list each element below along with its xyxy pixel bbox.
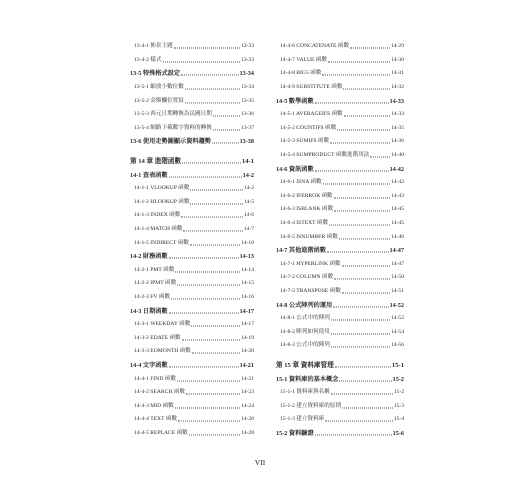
dot-leader: [322, 75, 390, 76]
toc-entry-title: 14-5-2 COUNTIFS 函數: [280, 124, 337, 131]
dot-leader: [334, 197, 390, 198]
toc-entry-title: 14-1 查表函數: [130, 171, 168, 179]
dot-leader: [189, 434, 240, 435]
toc-entry-page: 14-47: [390, 260, 404, 267]
toc-entry-title: 14-4-4 TEXT 函數: [134, 416, 177, 423]
dot-leader: [335, 366, 391, 367]
toc-subsection: [130, 372, 254, 386]
toc-subsection: [130, 331, 254, 345]
toc-entry-title: 14-4 文字函數: [130, 361, 168, 369]
dot-leader: [315, 102, 389, 103]
toc-subsection: [276, 203, 404, 217]
toc-section: [276, 162, 404, 176]
toc-entry-page: 14-20: [240, 348, 254, 355]
toc-section: [276, 94, 404, 108]
toc-subsection: [276, 413, 404, 427]
toc-subsection: [130, 345, 254, 359]
toc-entry-page: 13-33: [240, 56, 254, 63]
toc-entry-title: 14-7-3 TRANSPOSE 函數: [280, 287, 341, 294]
toc-entry-page: 15-3: [393, 402, 404, 409]
dot-leader: [329, 225, 390, 226]
toc-entry-title: 15-1-3 建立資料庫: [280, 416, 325, 423]
toc-subsection: [276, 339, 404, 353]
toc-subsection: [276, 386, 404, 400]
dot-leader: [185, 102, 240, 103]
toc-entry-page: 14-29: [390, 43, 404, 50]
toc-subsection: [130, 291, 254, 305]
dot-leader: [370, 157, 390, 158]
dot-leader: [330, 143, 390, 144]
toc-entry-title: 第 14 章 進階函數: [130, 158, 182, 166]
dot-leader: [331, 347, 390, 348]
dot-leader: [315, 170, 389, 171]
toc-entry-title: 13-6 使用走勢圖顯示資料趨勢: [130, 138, 211, 146]
toc-entry-title: 13-5-2 金額欄位置寫: [134, 97, 184, 104]
toc-subsection: [130, 94, 254, 108]
toc-entry-page: 13-33: [240, 43, 254, 50]
toc-entry-page: 14-26: [240, 416, 254, 423]
dot-leader: [191, 326, 240, 327]
toc-entry-title: 14-1-3 INDEX 函數: [134, 212, 181, 219]
toc-entry-page: 14-47: [389, 247, 404, 255]
toc-entry-page: 14-40: [390, 152, 404, 159]
toc-entry-title: 14-6-5 ISNUMBER 函數: [280, 233, 338, 240]
toc-entry-title: 14-5-3 SUMIFS 函數: [280, 138, 330, 145]
toc-entry-page: 14-56: [390, 342, 404, 349]
toc-entry-page: 14-5: [243, 198, 254, 205]
toc-section: [276, 427, 404, 441]
toc-subsection: [276, 81, 404, 95]
toc-entry-title: 14-2 財務函數: [130, 253, 168, 261]
toc-entry-page: 13-34: [240, 84, 254, 91]
dot-leader: [178, 421, 240, 422]
toc-subsection: [130, 277, 254, 291]
toc-entry-title: 14-2-3 FV 函數: [134, 293, 170, 300]
toc-section: [130, 135, 254, 149]
toc-entry-page: 14-33: [389, 97, 404, 105]
toc-entry-title: 14-6-1 ISNA 函數: [280, 179, 322, 186]
toc-entry-title: 14-6-4 ISTEXT 函數: [280, 220, 329, 227]
dot-leader: [337, 129, 390, 130]
toc-entry-page: 14-54: [390, 328, 404, 335]
toc-subsection: [276, 325, 404, 339]
toc-entry-title: 14-7-1 HYPERLINK 函數: [280, 260, 341, 267]
dot-leader: [315, 434, 392, 435]
toc-subsection: [276, 40, 404, 54]
dot-leader: [185, 89, 240, 90]
dot-leader: [325, 421, 392, 422]
toc-section: [130, 304, 254, 318]
toc-section: [276, 244, 404, 258]
toc-entry-page: 13-37: [240, 124, 254, 131]
toc-subsection: [276, 230, 404, 244]
dot-leader: [334, 211, 390, 212]
toc-entry-page: 14-32: [390, 84, 404, 91]
toc-entry-page: 14-28: [240, 429, 254, 436]
toc-entry-title: 14-8-3 公式中的陣列: [280, 342, 330, 349]
dot-leader: [181, 75, 239, 76]
toc-entry-page: 14-10: [240, 239, 254, 246]
toc-entry-page: 14-52: [389, 301, 404, 309]
dot-leader: [350, 48, 390, 49]
toc-entry-page: 14-46: [390, 233, 404, 240]
toc-entry-page: 14-42: [390, 179, 404, 186]
toc-subsection: [276, 54, 404, 68]
toc-entry-title: 13-5 特殊格式設定: [130, 70, 181, 78]
toc-entry-page: 14-51: [390, 287, 404, 294]
dot-leader: [213, 116, 240, 117]
toc-section: [130, 67, 254, 81]
dot-leader: [190, 190, 242, 191]
toc-entry-title: 14-4-7 VALUE 函數: [280, 56, 328, 63]
toc-entry-page: 14-1: [241, 158, 254, 166]
toc-entry-page: 13-35: [240, 97, 254, 104]
toc-subsection: [130, 196, 254, 210]
dot-leader: [328, 61, 390, 62]
toc-section: [130, 359, 254, 373]
toc-entry-page: 14-31: [390, 70, 404, 77]
toc-entry-page: 14-21: [240, 375, 254, 382]
dot-leader: [213, 129, 240, 130]
toc-subsection: [130, 108, 254, 122]
dot-leader: [171, 298, 240, 299]
toc-subsection: [276, 312, 404, 326]
dot-leader: [175, 271, 240, 272]
toc-entry-page: 14-17: [240, 321, 254, 328]
toc-entry-page: 14-23: [240, 389, 254, 396]
toc-entry-title: 14-8-1 公式中的陣列: [280, 315, 330, 322]
toc-entry-title: 14-6 資訊函數: [276, 165, 314, 173]
toc-subsection: [130, 54, 254, 68]
dot-leader: [169, 176, 242, 177]
dot-leader: [331, 333, 390, 334]
dot-leader: [323, 184, 390, 185]
dot-leader: [186, 394, 240, 395]
toc-subsection: [130, 386, 254, 400]
toc-entry-title: 14-4-5 REPLACE 函數: [134, 429, 188, 436]
toc-entry-title: 14-8-2 陣列如何使用: [280, 328, 330, 335]
dot-leader: [192, 353, 240, 354]
toc-subsection: [130, 264, 254, 278]
toc-section: [130, 250, 254, 264]
toc-chapter: [276, 359, 404, 373]
toc-entry-page: 14-24: [240, 402, 254, 409]
toc-entry-page: 15-2: [392, 375, 404, 383]
toc-subsection: [130, 318, 254, 332]
toc-entry-title: 14-7-2 COLUMN 函數: [280, 274, 334, 281]
toc-entry-title: 14-3 日期函數: [130, 307, 168, 315]
toc-entry-page: 14-13: [239, 253, 254, 261]
toc-entry-title: 13-4-1 佈景主題: [134, 43, 173, 50]
dot-leader: [182, 163, 241, 164]
toc-entry-page: 13-38: [239, 138, 254, 146]
toc-subsection: [276, 285, 404, 299]
toc-entry-page: 15-6: [392, 429, 404, 437]
toc-subsection: [130, 427, 254, 441]
toc-subsection: [276, 190, 404, 204]
toc-subsection: [276, 67, 404, 81]
toc-entry-title: 14-1-4 MATCH 函數: [134, 226, 183, 233]
dot-leader: [343, 89, 389, 90]
toc-entry-title: 15-2 資料驗證: [276, 429, 314, 437]
toc-section: [276, 372, 404, 386]
toc-entry-page: 14-6: [243, 212, 254, 219]
toc-entry-title: 14-1-2 HLOOKUP 函數: [134, 198, 190, 205]
dot-leader: [169, 258, 239, 259]
toc-entry-title: 14-6-2 IFERROR 函數: [280, 192, 333, 199]
toc-entry-title: 14-4-1 FIND 函數: [134, 375, 176, 382]
dot-leader: [212, 143, 239, 144]
toc-entry-page: 14-36: [390, 138, 404, 145]
dot-leader: [334, 279, 390, 280]
toc-subsection: [276, 271, 404, 285]
toc-subsection: [130, 81, 254, 95]
toc-left-column: [130, 40, 254, 440]
dot-leader: [190, 203, 242, 204]
toc-right-column: [276, 40, 404, 440]
toc-entry-page: 14-43: [390, 192, 404, 199]
toc-entry-title: 13-5-1 縮放小數位數: [134, 84, 184, 91]
toc-entry-page: 15-4: [393, 416, 404, 423]
toc-subsection: [130, 40, 254, 54]
toc-chapter: [130, 155, 254, 169]
toc-entry-title: 14-2-1 PMT 函數: [134, 266, 175, 273]
dot-leader: [174, 48, 240, 49]
toc-subsection: [130, 413, 254, 427]
dot-leader: [344, 116, 390, 117]
toc-entry-title: 13-5-4 網路下載數字資料的轉換: [134, 124, 212, 131]
toc-subsection: [276, 135, 404, 149]
toc-subsection: [276, 108, 404, 122]
dot-leader: [183, 231, 242, 232]
dot-leader: [339, 380, 391, 381]
toc-subsection: [276, 217, 404, 231]
toc-entry-page: 13-36: [240, 111, 254, 118]
toc-entry-title: 14-4-2 SEARCH 函數: [134, 389, 185, 396]
toc-entry-page: 14-16: [240, 293, 254, 300]
toc-entry-title: 14-2-2 IPMT 函數: [134, 280, 177, 287]
toc-entry-title: 14-8 公式陣列的運用: [276, 301, 333, 309]
toc-subsection: [276, 399, 404, 413]
dot-leader: [177, 380, 240, 381]
toc-subsection: [130, 223, 254, 237]
toc-entry-title: 15-1-1 資料庫與名稱: [280, 389, 330, 396]
toc-subsection: [130, 182, 254, 196]
toc-entry-page: 14-2: [242, 171, 254, 179]
toc-entry-title: 15-1-2 建立資料庫的原則: [280, 402, 342, 409]
toc-subsection: [130, 236, 254, 250]
toc-entry-title: 14-1-5 INDIRECT 函數: [134, 239, 189, 246]
page-number: VII: [254, 458, 266, 467]
dot-leader: [342, 265, 390, 266]
dot-leader: [331, 394, 393, 395]
dot-leader: [190, 244, 240, 245]
toc-entry-page: 14-45: [390, 206, 404, 213]
dot-leader: [339, 238, 390, 239]
toc-entry-title: 14-3-2 EDATE 函數: [134, 334, 181, 341]
dot-leader: [327, 252, 389, 253]
toc-section: [276, 298, 404, 312]
toc-entry-title: 第 15 章 資料庫管理: [276, 361, 334, 369]
toc-entry-page: 14-14: [240, 266, 254, 273]
dot-leader: [177, 285, 240, 286]
toc-entry-page: 14-45: [390, 220, 404, 227]
toc-entry-page: 14-21: [239, 361, 254, 369]
toc-entry-title: 14-1-1 VLOOKUP 函數: [134, 185, 190, 192]
toc-entry-title: 14-4-8 BIG5 函數: [280, 70, 322, 77]
toc-entry-title: 14-7 其他進階函數: [276, 247, 327, 255]
toc-entry-page: 14-7: [243, 226, 254, 233]
toc-subsection: [276, 122, 404, 136]
toc-entry-page: 14-30: [390, 56, 404, 63]
toc-entry-page: 14-33: [390, 111, 404, 118]
toc-entry-title: 14-3-1 WEEKDAY 函數: [134, 321, 191, 328]
dot-leader: [342, 292, 390, 293]
toc-subsection: [130, 399, 254, 413]
dot-leader: [169, 312, 239, 313]
dot-leader: [342, 407, 393, 408]
toc-entry-title: 14-3-3 EOMONTH 函數: [134, 348, 191, 355]
toc-entry-title: 14-5 數學函數: [276, 97, 314, 105]
toc-entry-title: 14-6-3 ISBLANK 函數: [280, 206, 334, 213]
toc-entry-page: 13-34: [239, 70, 254, 78]
toc-subsection: [276, 149, 404, 163]
toc-subsection: [130, 122, 254, 136]
toc-entry-title: 13-5-3 西元日期轉換為民國日期: [134, 111, 212, 118]
toc-entry-title: 14-4-3 MID 函數: [134, 402, 174, 409]
toc-entry-page: 14-2: [243, 185, 254, 192]
dot-leader: [182, 339, 240, 340]
toc-entry-title: 14-5-4 SUMPRODUCT 函數進階用法: [280, 152, 370, 159]
dot-leader: [333, 306, 388, 307]
toc-entry-title: 14-4-9 SUBSTITUTE 函數: [280, 84, 343, 91]
toc-entry-page: 14-35: [390, 124, 404, 131]
dot-leader: [331, 320, 390, 321]
toc-entry-title: 15-1 資料庫的基本概念: [276, 375, 339, 383]
toc-entry-page: 14-19: [240, 334, 254, 341]
toc-entry-page: 14-50: [390, 274, 404, 281]
toc-entry-page: 14-15: [240, 280, 254, 287]
toc-entry-title: 14-4-6 CONCATENATE 函數: [280, 43, 349, 50]
toc-entry-page: 14-17: [239, 307, 254, 315]
toc-subsection: [276, 176, 404, 190]
toc-entry-title: 14-5-1 AVERAGEIFS 函數: [280, 111, 343, 118]
dot-leader: [169, 366, 239, 367]
dot-leader: [181, 217, 242, 218]
toc-entry-title: 13-4-2 樣式: [134, 56, 162, 63]
toc-subsection: [130, 209, 254, 223]
dot-leader: [163, 61, 240, 62]
toc-section: [130, 168, 254, 182]
toc-entry-page: 15-1: [391, 361, 404, 369]
toc-entry-page: 15-2: [393, 389, 404, 396]
toc-entry-page: 14-42: [389, 165, 404, 173]
toc-entry-page: 14-52: [390, 315, 404, 322]
dot-leader: [175, 407, 240, 408]
toc-subsection: [276, 258, 404, 272]
